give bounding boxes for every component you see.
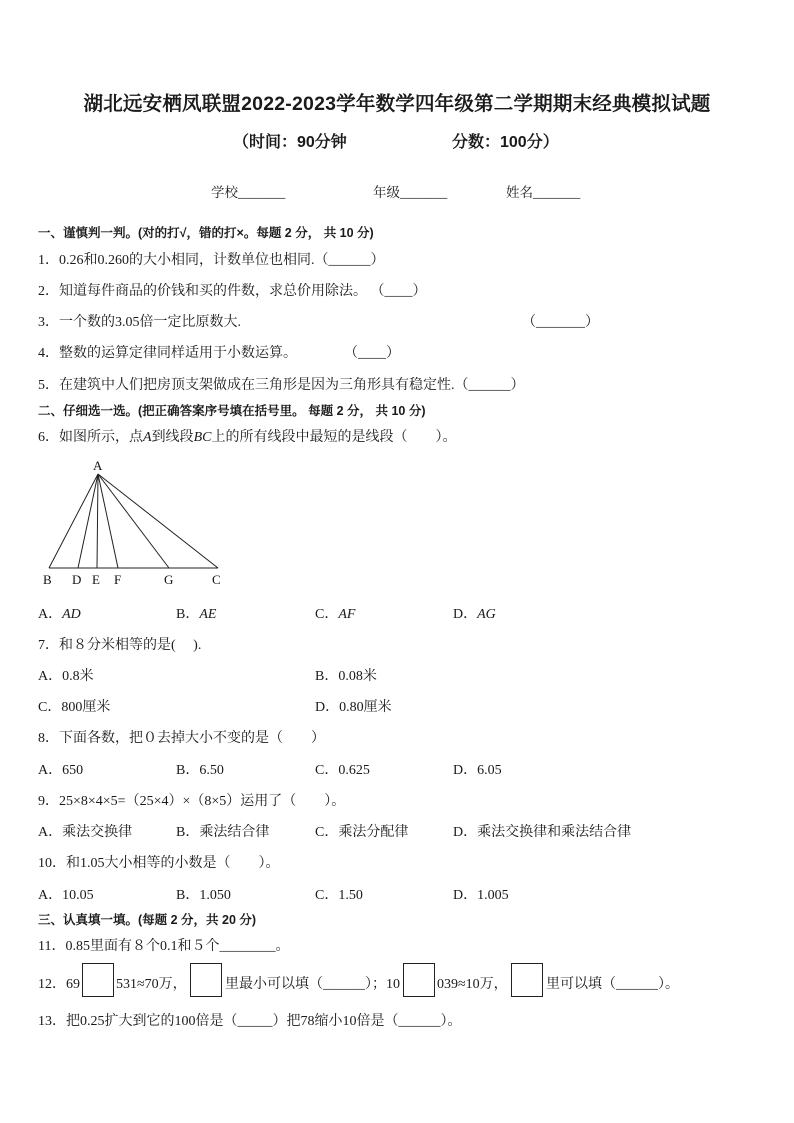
q10-option-a[interactable]: A．10.05: [38, 888, 94, 903]
question-12-part-1: 12．69: [38, 977, 80, 992]
section-3-heading: 三、认真填一填。(每题 2 分，共 20 分): [38, 913, 257, 927]
q8-option-b[interactable]: B．6.50: [176, 763, 224, 778]
q10-option-c[interactable]: C．1.50: [315, 888, 363, 903]
q7-option-c[interactable]: C．800厘米: [38, 700, 111, 715]
exam-score: 分数：100分）: [452, 134, 559, 151]
segment-ad: [78, 474, 98, 568]
label-c: C: [212, 572, 221, 587]
q12-box-4[interactable]: [511, 963, 543, 997]
question-6-prefix: 6．如图所示，点: [38, 430, 143, 445]
grade-field[interactable]: 年级_______: [373, 185, 448, 200]
q8-option-d[interactable]: D．6.05: [453, 763, 502, 778]
question-8: 8．下面各数，把０去掉大小不变的是（ ）: [38, 731, 325, 746]
name-field[interactable]: 姓名_______: [506, 185, 581, 200]
question-4: 4．整数的运算定律同样适用于小数运算。: [38, 346, 297, 361]
q6-option-c[interactable]: C．AF: [315, 607, 356, 622]
section-2-heading: 二、仔细选一选。(把正确答案序号填在括号里。 每题 2 分， 共 10 分): [38, 404, 426, 418]
question-6: [38, 426, 456, 446]
q10-option-d[interactable]: D．1.005: [453, 888, 509, 903]
q8-option-a[interactable]: A．650: [38, 763, 84, 778]
label-d: D: [72, 572, 82, 587]
q9-option-a[interactable]: A．乘法交换律: [38, 825, 133, 840]
q12-box-3[interactable]: [403, 963, 435, 997]
question-11: 11．0.85里面有８个0.1和５个________。: [38, 939, 290, 954]
school-field[interactable]: 学校_______: [211, 185, 286, 200]
label-g: G: [164, 572, 174, 587]
segment-af: [98, 474, 118, 568]
question-12-part-4: 039≈10万，: [437, 977, 508, 992]
q9-option-c[interactable]: C．乘法分配律: [315, 825, 409, 840]
question-3: 3．一个数的3.05倍一定比原数大.: [38, 315, 241, 330]
label-f: F: [114, 572, 122, 587]
question-10: 10．和1.05大小相等的小数是（ ）。: [38, 856, 280, 871]
question-9: 9．25×8×4×5=（25×4）×（8×5）运用了（ ）。: [38, 794, 346, 809]
segment-ab: [49, 474, 98, 568]
q12-box-1[interactable]: [82, 963, 114, 997]
q7-option-b[interactable]: B．0.08米: [315, 669, 377, 684]
label-b: B: [43, 572, 52, 587]
q12-box-2[interactable]: [190, 963, 222, 997]
segment-ae: [97, 474, 98, 568]
question-5: 5．在建筑中人们把房顶支架做成在三角形是因为三角形具有稳定性.（______）: [38, 378, 525, 393]
question-1: 1．0.26和0.260的大小相同，计数单位也相同.（______）: [38, 253, 385, 268]
question-12-part-5: 里可以填（______）。: [546, 977, 679, 992]
question-3-blank[interactable]: （_______）: [522, 315, 599, 330]
question-12-part-2: 531≈70万，: [116, 977, 187, 992]
exam-time: （时间：90分钟: [233, 134, 347, 151]
section-1-heading: 一、谨慎判一判。(对的打√，错的打×。每题 2 分， 共 10 分): [38, 226, 374, 240]
q9-option-d[interactable]: D．乘法交换律和乘法结合律: [453, 825, 632, 840]
question-6-point: A: [143, 430, 152, 445]
q6-option-a[interactable]: A．AD: [38, 607, 81, 622]
question-4-blank[interactable]: （____）: [344, 346, 400, 361]
question-6-mid: 到线段: [151, 430, 194, 445]
question-6-suffix: 上的所有线段中最短的是线段（ ）。: [211, 430, 457, 445]
q6-option-d[interactable]: D．AG: [453, 607, 496, 622]
q7-option-a[interactable]: A．0.8米: [38, 669, 94, 684]
triangle-figure: [34, 454, 234, 590]
q9-option-b[interactable]: B．乘法结合律: [176, 825, 270, 840]
question-2: 2．知道每件商品的价钱和买的件数，求总价用除法。 （____）: [38, 284, 427, 299]
q6-option-b[interactable]: B．AE: [176, 607, 217, 622]
q8-option-c[interactable]: C．0.625: [315, 763, 370, 778]
label-a: A: [93, 458, 103, 473]
q7-option-d[interactable]: D．0.80厘米: [315, 700, 392, 715]
page-title: 湖北远安栖凤联盟2022-2023学年数学四年级第二学期期末经典模拟试题: [83, 93, 711, 115]
question-7: 7．和８分米相等的是( ).: [38, 638, 202, 653]
label-e: E: [92, 572, 100, 587]
question-13: 13．把0.25扩大到它的100倍是（_____）把78缩小10倍是（______）。: [38, 1014, 462, 1029]
question-6-segment: BC: [193, 430, 212, 445]
question-12-part-3: 里最小可以填（______）；10: [225, 977, 400, 992]
q10-option-b[interactable]: B．1.050: [176, 888, 231, 903]
